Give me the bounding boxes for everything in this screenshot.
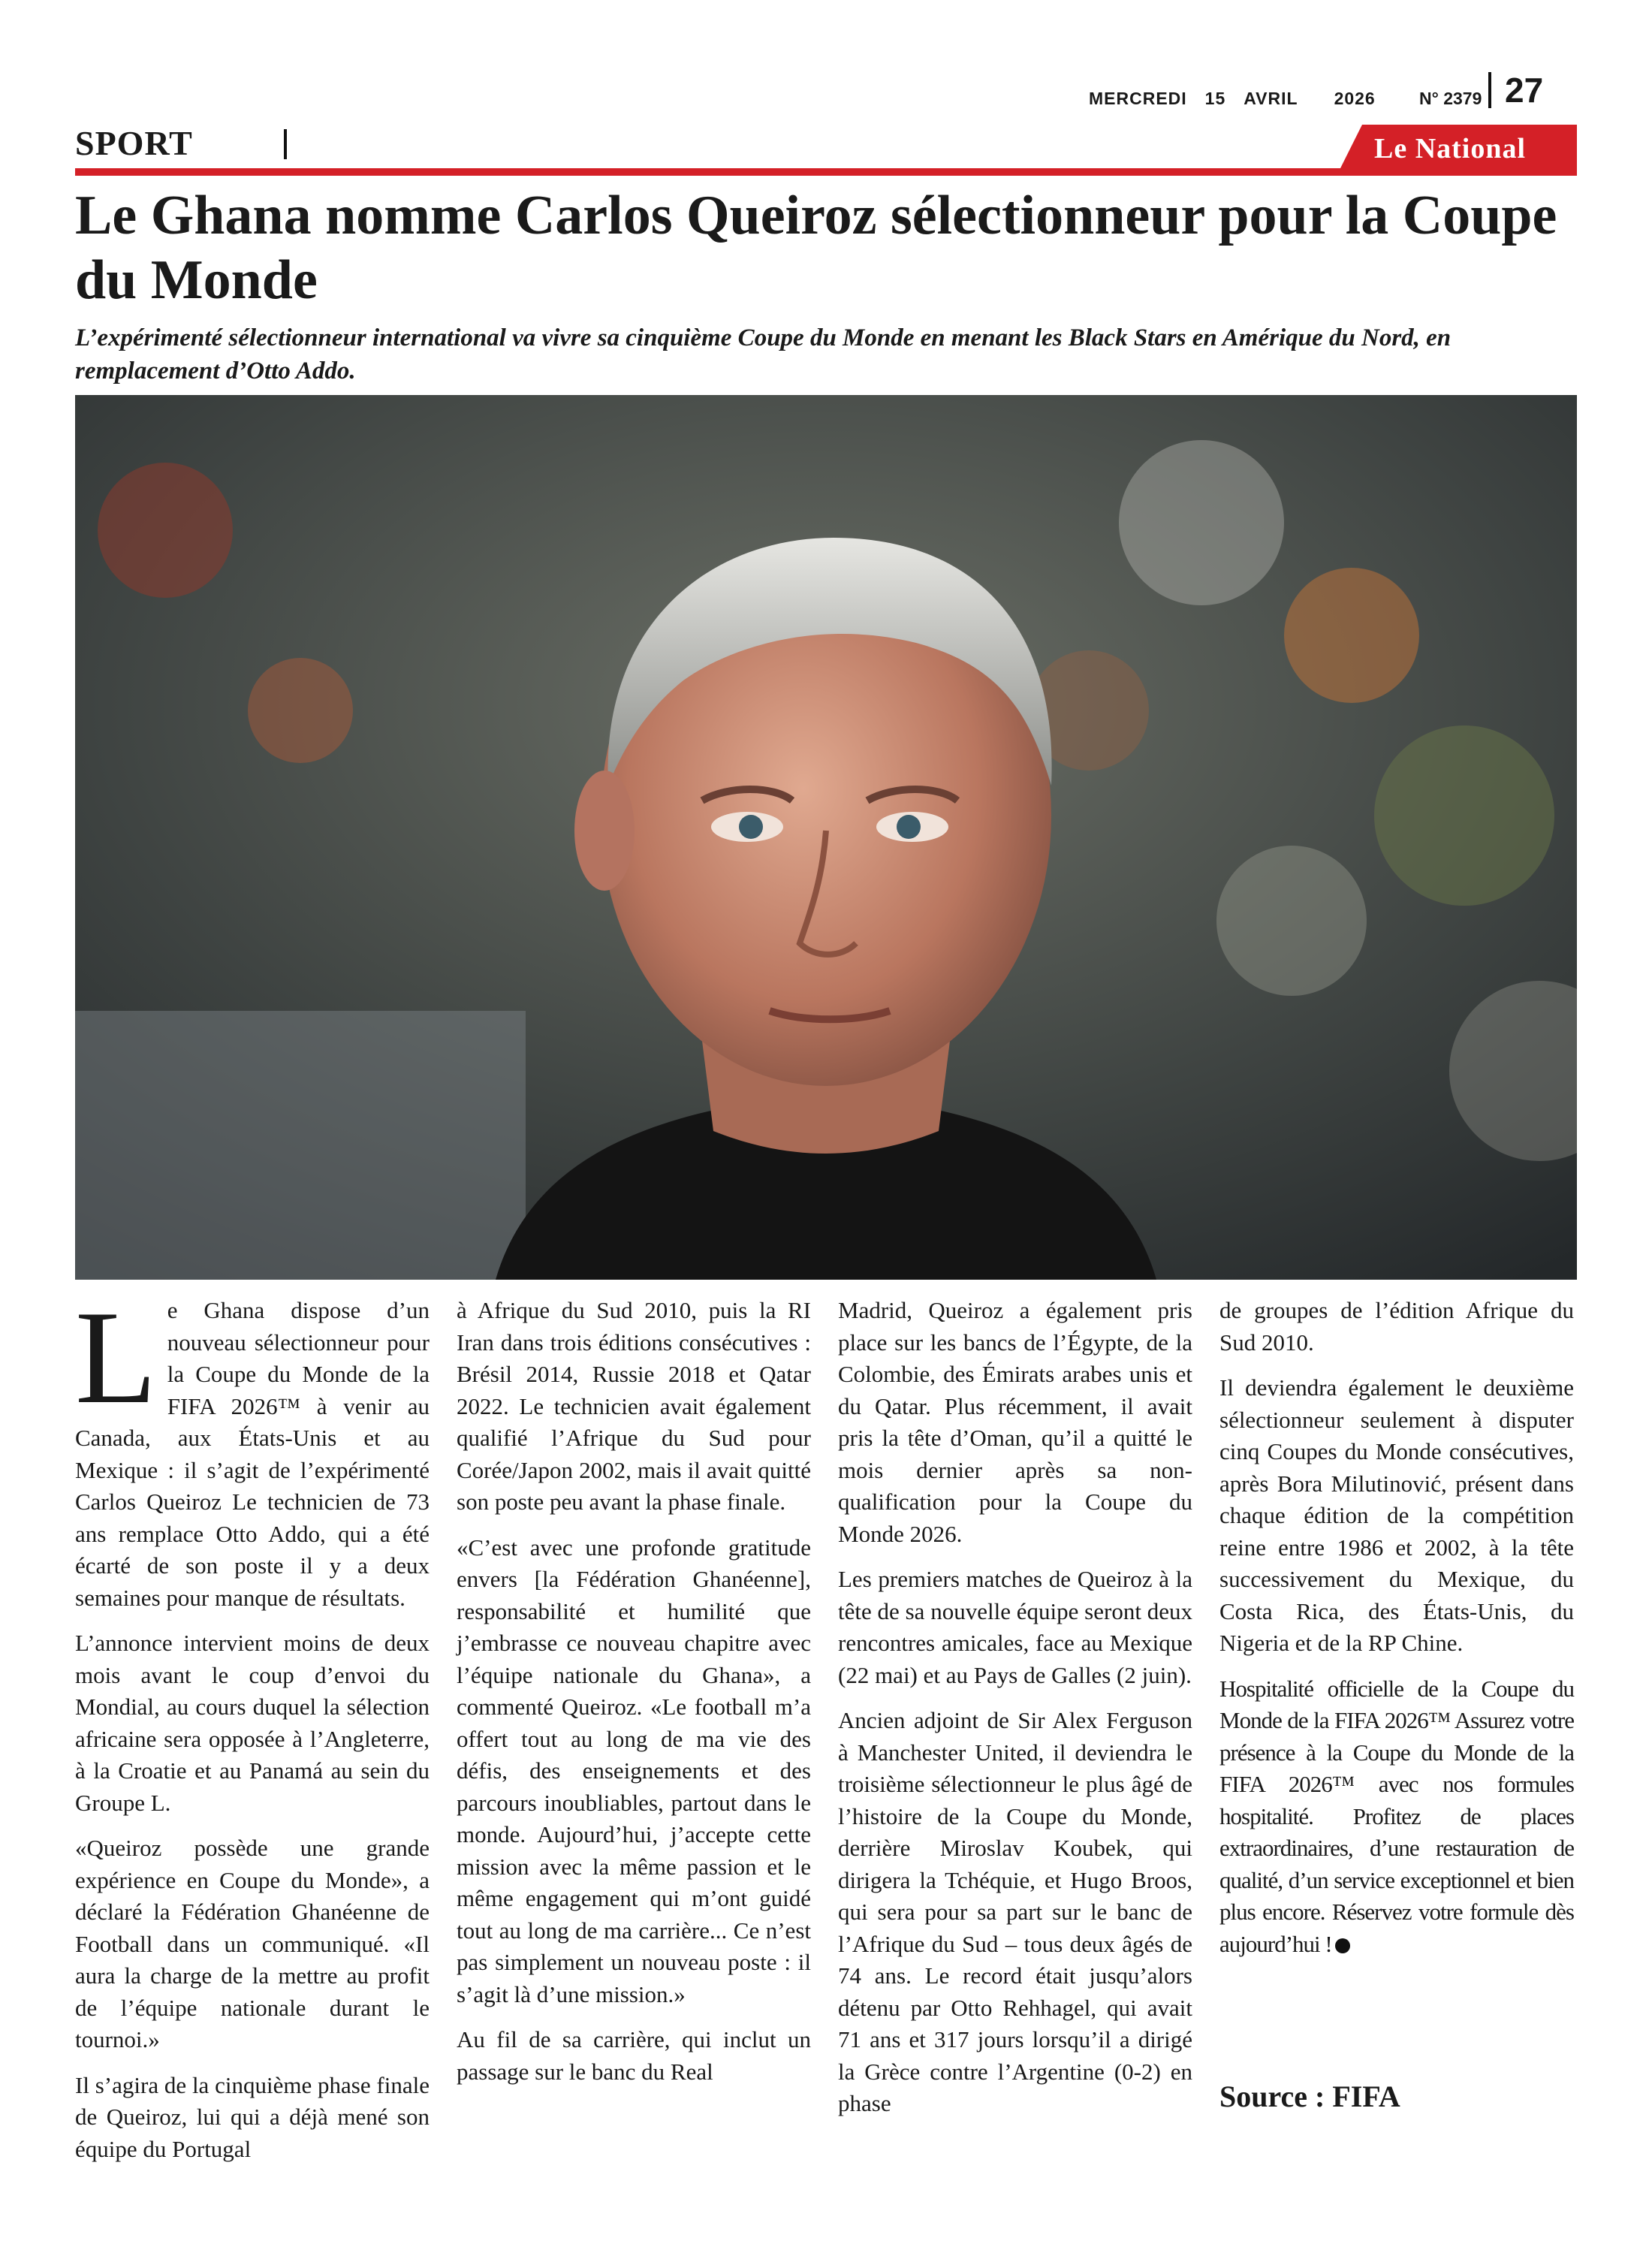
article-standfirst: L’expérimenté sélectionneur international va vivre sa cinquième Coupe du Monde en menant les Black Stars en Amérique du Nord, en remplacement d’Otto Addo.	[75, 324, 1452, 385]
date-day: MERCREDI	[1089, 89, 1187, 108]
end-mark-icon	[1335, 1938, 1350, 1953]
article-source: Source : FIFA	[1219, 2080, 1400, 2113]
article-headline: Le Ghana nomme Carlos Queiroz sélectionneur pour la Coupe du Monde	[75, 185, 1557, 311]
paragraph	[1219, 1673, 1574, 1961]
paragraph: Au fil de sa carrière, qui inclut un passage sur le banc du Real	[457, 2026, 811, 2085]
paragraph: à Afrique du Sud 2010, puis la RI Iran dans trois éditions consécutives : Brésil 2014, Russie 2018 et Qatar 2022. Le technicien avait également qualifié l’Afrique du Sud pour Corée/Japon 2002, mais il avait quitté son poste peu avant la phase finale.	[457, 1297, 811, 1515]
paragraph: de groupes de l’édition Afrique du Sud 2010.	[1219, 1297, 1574, 1356]
article-column-1	[75, 1283, 430, 2179]
paragraph: Il deviendra également le deuxième sélectionneur seulement à disputer cinq Coupes du Monde consécutives, après Bora Milutinović, présent dans chaque édition de la compétition reine entre 1986 et 2002, à la tête successivement du Mexique, du Costa Rica, des États-Unis, du Nigeria et de la RP Chine.	[1219, 1374, 1574, 1656]
paragraph	[75, 1283, 430, 1614]
date-year: 2026	[1334, 89, 1376, 108]
paragraph: L’annonce intervient moins de deux mois avant le coup d’envoi du Mondial, au cours duquel la sélection africaine sera opposée à l’Angleterre, à la Croatie et au Panamá au sein du Groupe L.	[75, 1630, 430, 1816]
paragraph: Il s’agira de la cinquième phase finale de Queiroz, lui qui a déjà mené son équipe du Portugal	[75, 2071, 430, 2162]
paragraph: Ancien adjoint de Sir Alex Ferguson à Manchester United, il deviendra le troisième sélectionneur le plus âgé de l’histoire de la Coupe du Monde, derrière Miroslav Koubek, qui dirigera la Tchéquie, et Hugo Broos, qui sera pour sa part sur le banc de l’Afrique du Sud – tous deux âgés de 74 ans. Le record était jusqu’alors détenu par Otto Rehhagel, qui avait 71 ans et 317 jours lorsqu’il a dirigé la Grèce contre l’Argentine (0-2) en phase	[838, 1707, 1192, 2116]
coach-portrait-image	[75, 395, 1577, 1280]
paragraph: Les premiers matches de Queiroz à la tête de sa nouvelle équipe seront deux rencontres amicales, face au Mexique (22 mai) et au Pays de Galles (2 juin).	[838, 1566, 1192, 1688]
article-photo	[75, 395, 1577, 1280]
article-column-3	[838, 1295, 1192, 2134]
publication-date	[1089, 89, 1376, 109]
article-column-2	[457, 1295, 811, 2101]
paragraph-text: e Ghana dispose d’un nouveau sélectionneur pour la Coupe du Monde de la FIFA 2026™ à venir au Canada, aux États-Unis et au Mexique : il s’agit de l’expérimenté Carlos Queiroz Le technicien de 73 ans remplace Otto Addo, qui a été écarté de son poste il y a deux semaines pour manque de résultats.	[75, 1297, 430, 1611]
paragraph: Madrid, Queiroz a également pris place sur les bancs de l’Égypte, de la Colombie, des Émirats arabes unis et du Qatar. Plus récemment, il avait pris la tête d’Oman, qu’il a quitté le mois dernier après sa non-qualification pour la Coupe du Monde 2026.	[838, 1297, 1192, 1547]
paragraph: «C’est avec une profonde gratitude envers [la Fédération Ghanéenne], responsabilité et humilité que j’embrasse ce nouveau chapitre avec l’équipe nationale du Ghana», a commenté Queiroz. «Le football m’a offert tout au long de ma vie des défis, des enseignements et des parcours inoubliables, partout dans le monde. Aujourd’hui, j’accepte cette mission avec la même passion et le même engagement qui m’ont guidé tout au long de ma carrière... Ce n’est pas simplement un nouveau poste : il s’agit là d’une mission.»	[457, 1534, 811, 2007]
issue-number: N° 2379	[1419, 89, 1482, 108]
page-number: 27	[1488, 72, 1543, 108]
date-number: 15	[1204, 89, 1226, 108]
paragraph-text: Hospitalité officielle de la Coupe du Monde de la FIFA 2026™ Assurez votre présence à la Coupe du Monde de la FIFA 2026™ avec nos formules hospitalité. Profitez de places extraordinaires, d’une restauration de qualité, d’un service exceptionnel et bien plus encore. Réservez votre formule dès aujourd’hui !	[1219, 1675, 1574, 1957]
section-divider	[284, 129, 287, 159]
drop-cap: L	[75, 1283, 157, 1431]
article-column-4	[1219, 1295, 1574, 1974]
section-label: SPORT	[75, 124, 193, 162]
date-month: AVRIL	[1244, 89, 1298, 108]
newspaper-brand: Le National	[1374, 133, 1527, 164]
paragraph: «Queiroz possède une grande expérience en Coupe du Monde», a déclaré la Fédération Ghanéenne de Football dans un communiqué. «Il aura la charge de la mettre au profit de l’équipe nationale durant le tournoi.»	[75, 1835, 430, 2052]
